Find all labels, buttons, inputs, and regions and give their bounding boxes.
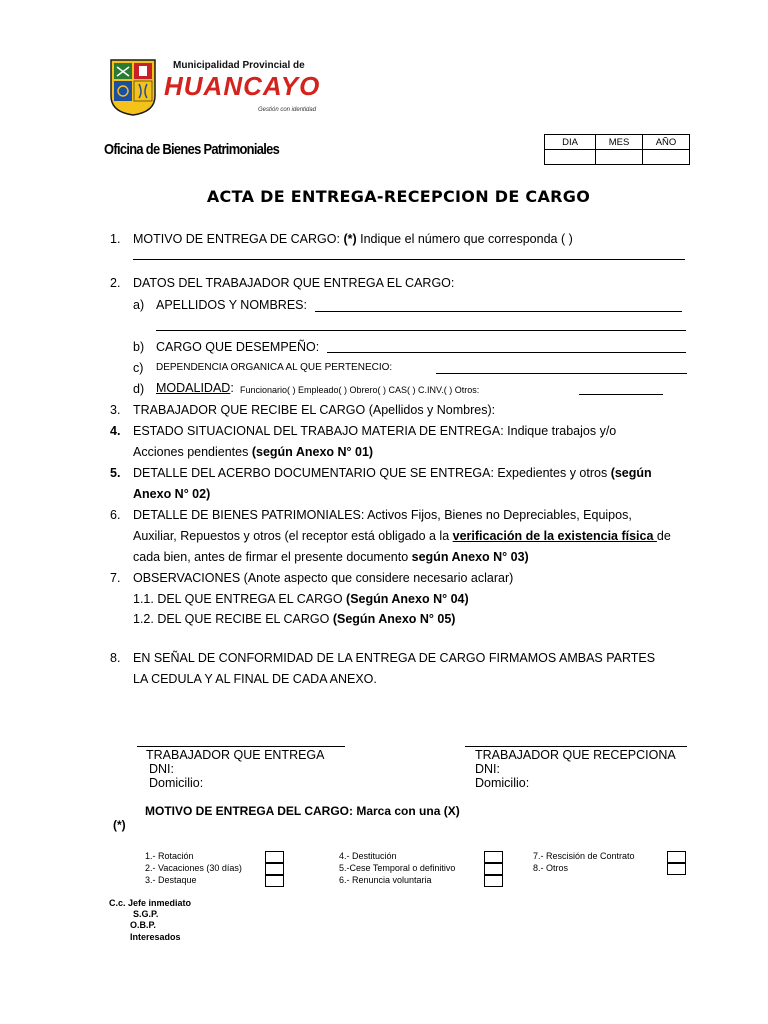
cc-line-4: Interesados [130,932,181,942]
item-8-text2: LA CEDULA Y AL FINAL DE CADA ANEXO. [133,672,377,686]
motivo-heading: MOTIVO DE ENTREGA DEL CARGO: Marca con una (X) [145,804,460,818]
sig-right-dni: DNI: [475,762,500,776]
date-header-year: AÑO [643,135,690,150]
date-header-month: MES [596,135,643,150]
cc-line-2: S.G.P. [133,909,159,919]
names-field-2[interactable] [156,330,686,331]
item-8-text: EN SEÑAL DE CONFORMIDAD DE LA ENTREGA DE CARGO FIRMAMOS AMBAS PARTES [133,651,656,665]
item-6-text3: cada bien, antes de firmar el presente documento según Anexo N° 03) [133,550,529,564]
item-7-2-text: 1.2. DEL QUE RECIBE EL CARGO (Según Anexo N° 05) [133,612,456,626]
municipality-logo [109,58,157,116]
item-7-text: OBSERVACIONES (Anote aspecto que considere necesario aclarar) [133,571,514,585]
date-header-day: DIA [545,135,596,150]
checkbox-option-8[interactable] [667,863,686,875]
checkbox-option-2[interactable] [265,863,284,875]
item-2a-text: APELLIDOS Y NOMBRES: [156,298,307,312]
checkbox-option-4[interactable] [484,851,503,863]
item-2d-text: MODALIDAD: [156,381,234,395]
checkbox-option-6[interactable] [484,875,503,887]
date-table [544,134,690,165]
item-1-line[interactable] [133,259,685,260]
item-2c-label: c) [133,361,144,375]
names-field[interactable] [315,311,682,312]
motivo-option-6: 6.- Renuncia voluntaria [339,875,432,885]
item-7-1-text: 1.1. DEL QUE ENTREGA EL CARGO (Según Anexo N° 04) [133,592,469,606]
cc-line-1: C.c. Jefe inmediato [109,898,192,908]
checkbox-option-1[interactable] [265,851,284,863]
page-title: ACTA DE ENTREGA-RECEPCION DE CARGO [206,187,591,206]
item-1-number: 1. [110,232,121,246]
item-2c-text: DEPENDENCIA ORGANICA AL QUE PERTENECIO: [156,362,393,373]
item-5-number: 5. [110,466,121,480]
logo-tagline: Gestión con identidad [258,107,317,113]
motivo-star: (*) [113,818,126,832]
sig-left-title: TRABAJADOR QUE ENTREGA [146,748,325,762]
sig-right-domicilio: Domicilio: [475,776,530,790]
motivo-option-8: 8.- Otros [533,863,569,873]
cc-line-3: O.B.P. [130,920,156,930]
date-month-field[interactable] [596,150,643,165]
item-2a-label: a) [133,298,145,312]
other-modality-field[interactable] [579,394,663,395]
dependency-field[interactable] [436,373,687,374]
item-6-number: 6. [110,508,121,522]
item-8-number: 8. [110,651,121,665]
date-year-field[interactable] [643,150,690,165]
sig-right-title: TRABAJADOR QUE RECEPCIONA [475,748,676,762]
checkbox-option-7[interactable] [667,851,686,863]
item-2-text: DATOS DEL TRABAJADOR QUE ENTREGA EL CARGO: [133,276,455,290]
item-5-text2: Anexo N° 02) [133,487,211,501]
item-3-number: 3. [110,403,121,417]
motivo-option-1: 1.- Rotación [145,851,194,861]
logo-line1: Municipalidad Provincial de [173,60,305,71]
signature-line-right[interactable] [465,746,687,747]
item-4-text: ESTADO SITUACIONAL DEL TRABAJO MATERIA DE ENTREGA: Indique trabajos y/o [133,424,617,438]
position-field[interactable] [327,352,686,353]
item-2b-text: CARGO QUE DESEMPEÑO: [156,340,320,354]
modality-options: Funcionario( ) Empleado( ) Obrero( ) CAS( ) C.INV.( ) Otros: [240,385,480,395]
date-day-field[interactable] [545,150,596,165]
item-5-text: DETALLE DEL ACERBO DOCUMENTARIO QUE SE ENTREGA: Expedientes y otros (según [133,466,652,480]
signature-line-left[interactable] [137,746,345,747]
checkbox-option-5[interactable] [484,863,503,875]
motivo-option-7: 7.- Rescisión de Contrato [533,851,635,861]
motivo-option-5: 5.-Cese Temporal o definitivo [339,863,456,873]
item-6-text: DETALLE DE BIENES PATRIMONIALES: Activos Fijos, Bienes no Depreciables, Equipos, [133,508,632,522]
item-6-text2: Auxiliar, Repuestos y otros (el receptor está obligado a la verificación de la existencia física de [133,529,671,543]
item-4-number: 4. [110,424,121,438]
item-2-number: 2. [110,276,121,290]
office-name: Oficina de Bienes Patrimoniales [104,141,280,158]
sig-left-dni: DNI: [149,762,174,776]
item-7-number: 7. [110,571,121,585]
checkbox-option-3[interactable] [265,875,284,887]
motivo-option-4: 4.- Destitución [339,851,397,861]
item-4-text2: Acciones pendientes (según Anexo N° 01) [133,445,374,459]
motivo-option-3: 3.- Destaque [145,875,197,885]
item-2b-label: b) [133,340,145,354]
item-1-text: MOTIVO DE ENTREGA DE CARGO: (*) Indique el número que corresponda ( ) [133,232,573,246]
sig-left-domicilio: Domicilio: [149,776,204,790]
item-3-text: TRABAJADOR QUE RECIBE EL CARGO (Apellidos y Nombres): [133,403,496,417]
logo-city-name: HUANCAYO [164,71,321,101]
motivo-option-2: 2.- Vacaciones (30 días) [145,863,242,873]
item-2d-label: d) [133,382,145,396]
